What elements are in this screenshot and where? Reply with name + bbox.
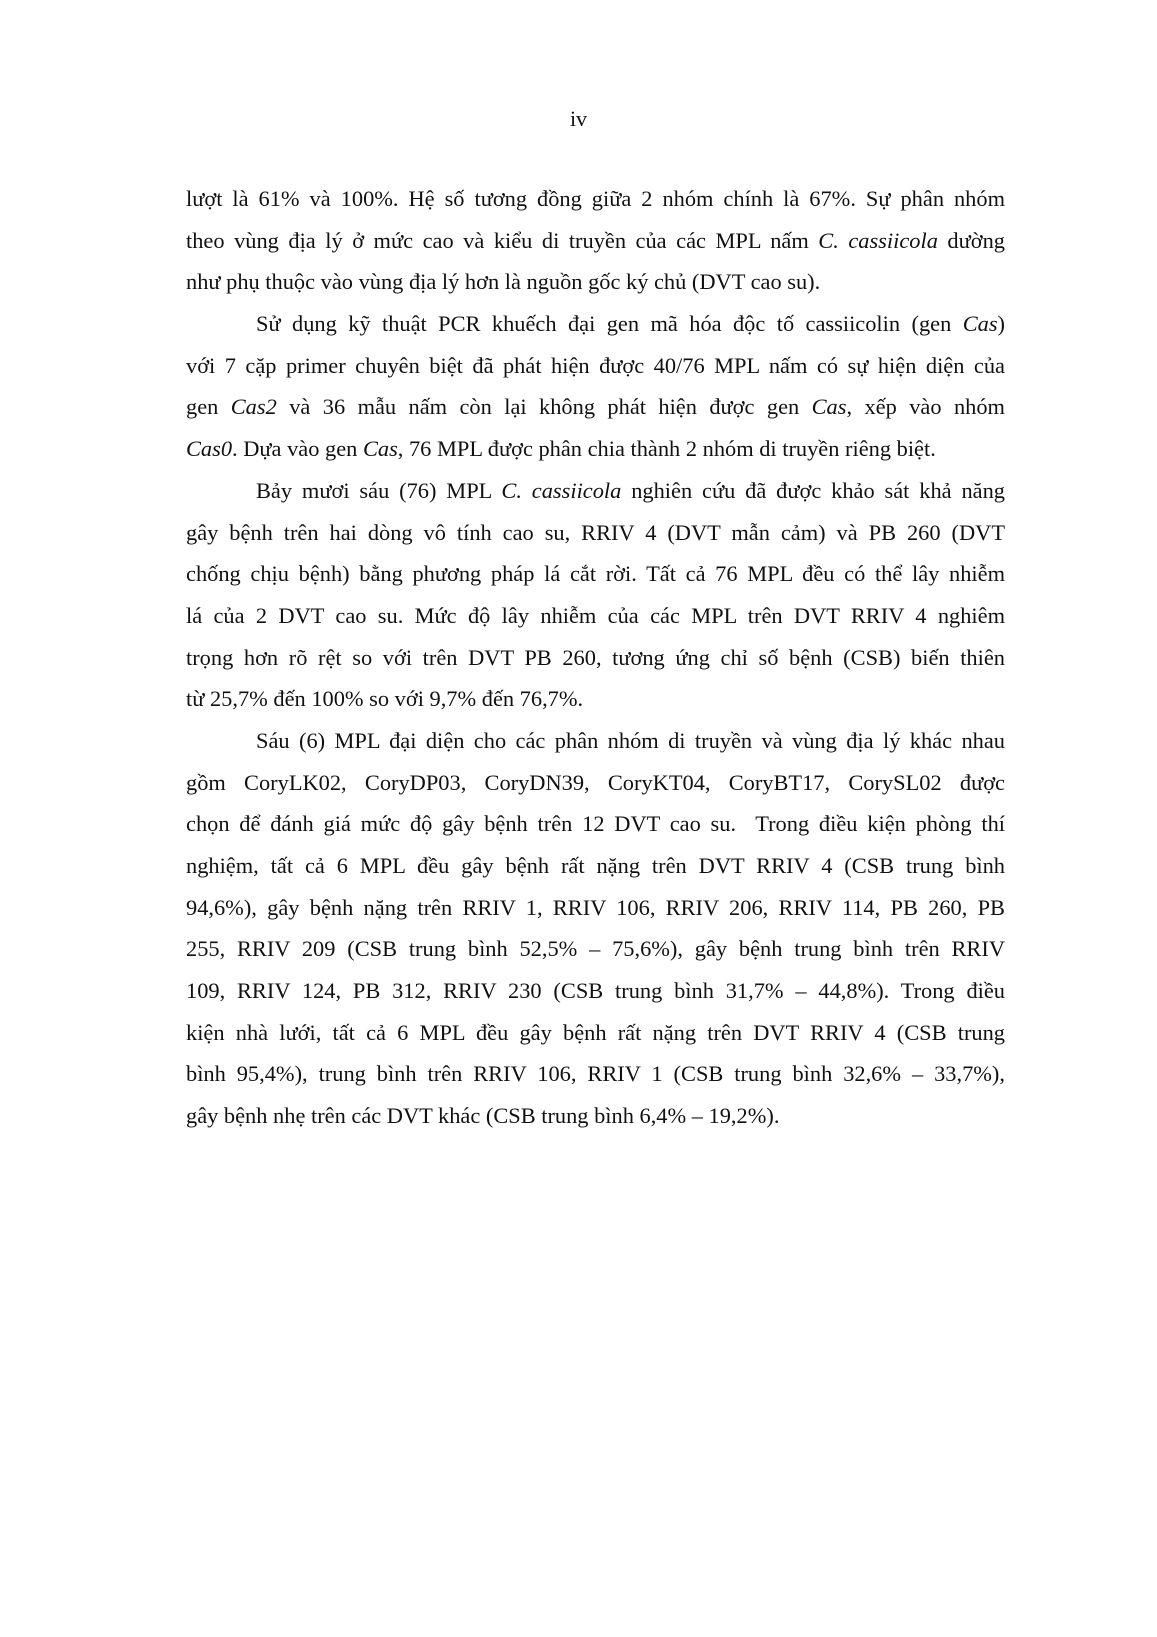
text-segment: lượt là 61% và 100%. Hệ số tương đồng giữa 2 nhóm chính là 67%. Sự phân nhóm xyxy=(186,186,1005,211)
text-line xyxy=(186,433,1005,475)
text-segment: theo vùng địa lý ở mức cao và kiểu di truyền của các MPL nấm xyxy=(186,227,819,253)
text-segment: chọn để đánh giá mức độ gây bệnh trên 12 DVT cao su. Trong điều kiện phòng thí xyxy=(186,811,1005,837)
text-segment: gồm CoryLK02, CoryDP03, CoryDN39, CoryKT04, CoryBT17, CorySL02 được xyxy=(186,769,1005,795)
text-segment: , xếp vào nhóm xyxy=(846,394,1005,420)
text-line xyxy=(186,558,1005,600)
italic-text: Cas0 xyxy=(186,436,233,462)
text-segment: ) xyxy=(997,311,1005,337)
text-line xyxy=(186,725,1005,767)
text-line xyxy=(186,767,1005,809)
text-line xyxy=(186,808,1005,850)
text-line xyxy=(186,642,1005,684)
italic-text: Cas xyxy=(362,436,398,462)
text-segment: như phụ thuộc vào vùng địa lý hơn là nguồn gốc ký chủ (DVT cao su). xyxy=(186,269,821,295)
italic-text: Cas2 xyxy=(230,394,277,420)
text-segment: 94,6%), gây bệnh nặng trên RRIV 1, RRIV 106, RRIV 206, RRIV 114, PB 260, PB xyxy=(186,894,1005,920)
text-line xyxy=(186,975,1005,1017)
italic-text: C. cassiicola xyxy=(818,227,938,253)
text-line xyxy=(186,183,1005,225)
text-line xyxy=(186,1100,1005,1142)
text-line xyxy=(186,850,1005,892)
text-line xyxy=(186,1058,1005,1100)
paragraph xyxy=(186,183,1005,308)
text-line xyxy=(186,350,1005,392)
text-segment: , 76 MPL được phân chia thành 2 nhóm di truyền riêng biệt. xyxy=(397,436,936,462)
text-segment: Sáu (6) MPL đại diện cho các phân nhóm di truyền và vùng địa lý khác nhau xyxy=(256,727,1005,753)
text-line xyxy=(186,391,1005,433)
text-segment: từ 25,7% đến 100% so với 9,7% đến 76,7%. xyxy=(186,686,584,712)
italic-text: C. cassiicola xyxy=(501,477,622,503)
text-segment: Sử dụng kỹ thuật PCR khuếch đại gen mã hóa độc tố cassiicolin (gen xyxy=(256,311,963,337)
text-segment: gây bệnh trên hai dòng vô tính cao su, RRIV 4 (DVT mẫn cảm) và PB 260 (DVT xyxy=(186,519,1005,545)
text-line xyxy=(186,892,1005,934)
text-line xyxy=(186,1017,1005,1059)
text-segment: 109, RRIV 124, PB 312, RRIV 230 (CSB trung bình 31,7% – 44,8%). Trong điều xyxy=(186,978,1005,1004)
paragraph xyxy=(186,308,1005,475)
paragraph xyxy=(186,725,1005,1142)
text-segment: chống chịu bệnh) bằng phương pháp lá cắt rời. Tất cả 76 MPL đều có thể lây nhiễm xyxy=(186,561,1005,587)
text-segment: gây bệnh nhẹ trên các DVT khác (CSB trung bình 6,4% – 19,2%). xyxy=(186,1103,780,1129)
text-segment: kiện nhà lưới, tất cả 6 MPL đều gây bệnh rất nặng trên DVT RRIV 4 (CSB trung xyxy=(186,1019,1005,1045)
text-line xyxy=(186,517,1005,559)
text-segment: với 7 cặp primer chuyên biệt đã phát hiện được 40/76 MPL nấm có sự hiện diện của xyxy=(186,352,1005,378)
text-segment: nghiên cứu đã được khảo sát khả năng xyxy=(621,477,1005,503)
paragraph xyxy=(186,475,1005,725)
text-line xyxy=(186,600,1005,642)
text-line xyxy=(186,308,1005,350)
text-segment: gen xyxy=(186,394,231,420)
italic-text: Cas xyxy=(811,394,847,420)
text-line xyxy=(186,475,1005,517)
text-line xyxy=(186,683,1005,725)
text-line xyxy=(186,225,1005,267)
document-body xyxy=(186,183,1005,1142)
italic-text: Cas xyxy=(962,311,998,337)
text-segment: lá của 2 DVT cao su. Mức độ lây nhiễm của các MPL trên DVT RRIV 4 nghiêm xyxy=(186,602,1005,628)
page-number: iv xyxy=(569,106,588,131)
text-segment: bình 95,4%), trung bình trên RRIV 106, RRIV 1 (CSB trung bình 32,6% – 33,7%), xyxy=(186,1061,1005,1087)
text-segment: và 36 mẫu nấm còn lại không phát hiện được gen xyxy=(276,394,812,420)
text-line xyxy=(186,933,1005,975)
text-segment: nghiệm, tất cả 6 MPL đều gây bệnh rất nặng trên DVT RRIV 4 (CSB trung bình xyxy=(186,853,1005,878)
text-segment: 255, RRIV 209 (CSB trung bình 52,5% – 75,6%), gây bệnh trung bình trên RRIV xyxy=(186,936,1005,962)
text-segment: . Dựa vào gen xyxy=(232,436,363,462)
text-segment: trọng hơn rõ rệt so với trên DVT PB 260, tương ứng chỉ số bệnh (CSB) biến thiên xyxy=(186,644,1005,670)
text-segment: Bảy mươi sáu (76) MPL xyxy=(256,477,502,503)
text-line xyxy=(186,266,1005,308)
text-segment: dường xyxy=(937,227,1005,253)
